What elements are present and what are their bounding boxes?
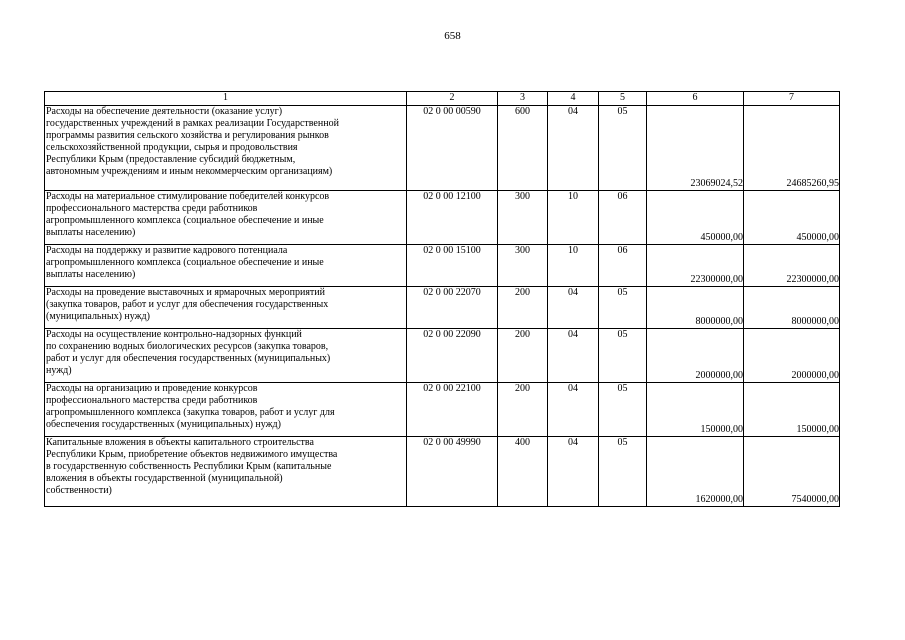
amount-year-2: 7540000,00 [744,437,840,507]
column-header: 5 [599,92,647,106]
target-article-code: 02 0 00 22100 [407,383,498,437]
column-header: 1 [45,92,407,106]
expense-name: Расходы на проведение выставочных и ярмарочных мероприятий (закупка товаров, работ и услуг для обеспечения государственных (муниципальных) нужд) [45,287,407,329]
column-header: 3 [498,92,548,106]
amount-year-2: 24685260,95 [744,106,840,191]
amount-year-1: 150000,00 [647,383,744,437]
section-code: 10 [548,191,599,245]
subsection-code: 06 [599,245,647,287]
expense-name: Расходы на обеспечение деятельности (оказание услуг) государственных учреждений в рамках реализации Государственной программы развития сельского хозяйства и регулирования рынков сельскохозяйственной продукции, сырья и продовольствия Республики Крым (предоставление субсидий бюджетным, автономным учреждениям и иным некоммерческим организациям) [45,106,407,191]
table-row [45,437,840,507]
expense-type-code: 200 [498,329,548,383]
section-code: 04 [548,329,599,383]
subsection-code: 05 [599,287,647,329]
target-article-code: 02 0 00 00590 [407,106,498,191]
amount-year-1: 1620000,00 [647,437,744,507]
table-row [45,245,840,287]
subsection-code: 05 [599,329,647,383]
expense-type-code: 400 [498,437,548,507]
table-row [45,191,840,245]
amount-year-2: 8000000,00 [744,287,840,329]
section-code: 10 [548,245,599,287]
expense-type-code: 200 [498,287,548,329]
expense-name: Расходы на поддержку и развитие кадрового потенциала агропромышленного комплекса (социальное обеспечение и иные выплаты населению) [45,245,407,287]
subsection-code: 05 [599,106,647,191]
target-article-code: 02 0 00 49990 [407,437,498,507]
amount-year-2: 22300000,00 [744,245,840,287]
column-header: 6 [647,92,744,106]
expense-name: Расходы на материальное стимулирование победителей конкурсов профессионального мастерства среди работников агропромышленного комплекса (социальное обеспечение и иные выплаты населению) [45,191,407,245]
subsection-code: 05 [599,437,647,507]
amount-year-2: 450000,00 [744,191,840,245]
expense-name: Расходы на осуществление контрольно-надзорных функций по сохранению водных биологических ресурсов (закупка товаров, работ и услуг для обеспечения государственных (муниципальных) нужд) [45,329,407,383]
subsection-code: 06 [599,191,647,245]
table-row [45,106,840,191]
expense-name: Капитальные вложения в объекты капитального строительства Республики Крым, приобретение объектов недвижимого имущества в государственную собственность Республики Крым (капитальные вложения в объекты государственной (муниципальной) собственности) [45,437,407,507]
amount-year-2: 2000000,00 [744,329,840,383]
budget-table [44,91,840,507]
amount-year-1: 23069024,52 [647,106,744,191]
section-code: 04 [548,287,599,329]
target-article-code: 02 0 00 12100 [407,191,498,245]
amount-year-1: 8000000,00 [647,287,744,329]
table-row [45,329,840,383]
expense-type-code: 300 [498,191,548,245]
page-number: 658 [444,30,461,42]
section-code: 04 [548,437,599,507]
target-article-code: 02 0 00 22070 [407,287,498,329]
amount-year-1: 2000000,00 [647,329,744,383]
expense-name: Расходы на организацию и проведение конкурсов профессионального мастерства среди работников агропромышленного комплекса (закупка товаров, работ и услуг для обеспечения государственных (муниципальных) нужд) [45,383,407,437]
column-header: 4 [548,92,599,106]
target-article-code: 02 0 00 22090 [407,329,498,383]
target-article-code: 02 0 00 15100 [407,245,498,287]
expense-type-code: 300 [498,245,548,287]
section-code: 04 [548,383,599,437]
table-row [45,383,840,437]
section-code: 04 [548,106,599,191]
subsection-code: 05 [599,383,647,437]
table-row [45,287,840,329]
column-header: 2 [407,92,498,106]
column-header: 7 [744,92,840,106]
amount-year-1: 450000,00 [647,191,744,245]
table-header-row [45,92,840,106]
amount-year-2: 150000,00 [744,383,840,437]
expense-type-code: 600 [498,106,548,191]
expense-type-code: 200 [498,383,548,437]
amount-year-1: 22300000,00 [647,245,744,287]
